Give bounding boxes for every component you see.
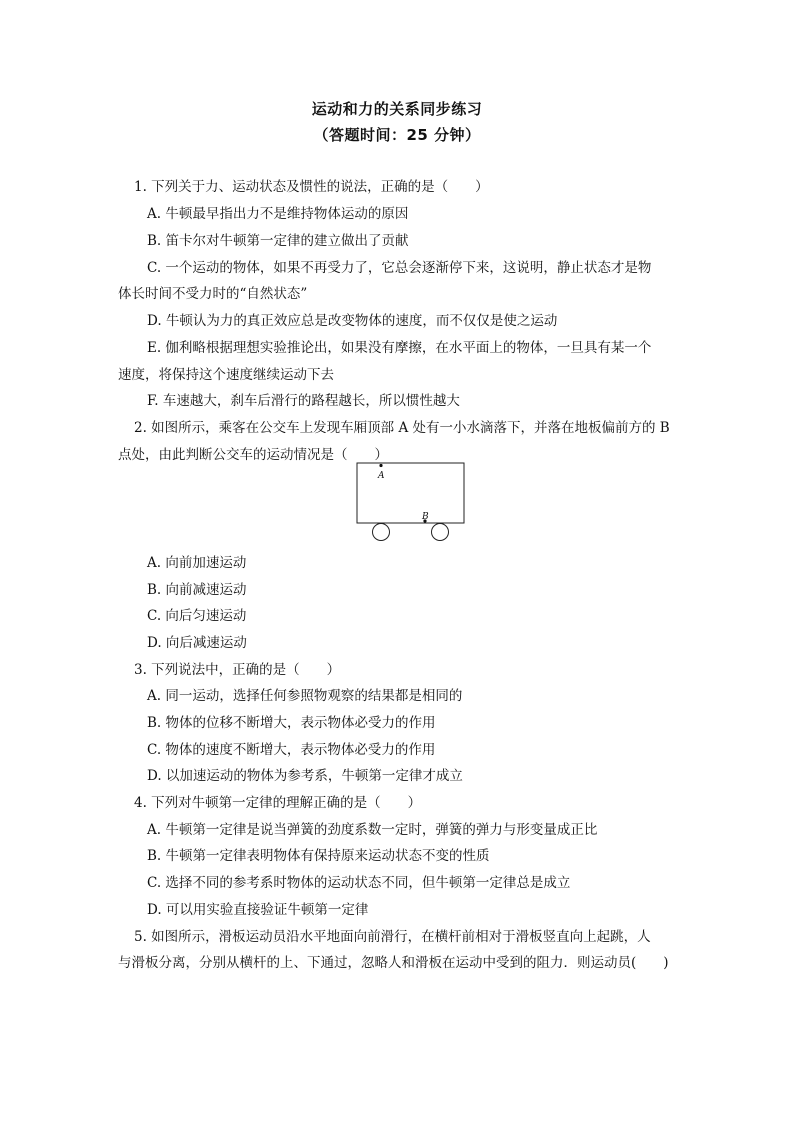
- point-a-label: A: [378, 471, 385, 481]
- question-3-option-c: C. 物体的速度不断增大，表示物体必受力的作用: [147, 742, 436, 758]
- question-3-option-a: A. 同一运动，选择任何参照物观察的结果都是相同的: [147, 688, 463, 704]
- question-4-option-a: A. 牛顿第一定律是说当弹簧的劲度系数一定时，弹簧的弹力与形变量成正比: [147, 822, 598, 838]
- question-4-stem: 4. 下列对牛顿第一定律的理解正确的是（ ）: [134, 795, 422, 811]
- question-4-option-c: C. 选择不同的参考系时物体的运动状态不同，但牛顿第一定律总是成立: [147, 875, 571, 891]
- page-subtitle: （答题时间：25 分钟）: [313, 126, 481, 144]
- question-1-option-e: E. 伽利略根据理想实验推论出，如果没有摩擦，在水平面上的物体，一旦具有某一个: [147, 340, 652, 356]
- question-1-option-a: A. 牛顿最早指出力不是维持物体运动的原因: [147, 206, 409, 222]
- question-1-option-d: D. 牛顿认为力的真正效应总是改变物体的速度，而不仅仅是使之运动: [147, 313, 558, 329]
- question-2-option-a: A. 向前加速运动: [147, 555, 247, 571]
- bus-diagram: [355, 461, 473, 545]
- question-3-option-d: D. 以加速运动的物体为参考系，牛顿第一定律才成立: [147, 768, 463, 784]
- question-2-option-d: D. 向后减速运动: [147, 635, 247, 651]
- point-b-label: B: [422, 512, 429, 522]
- question-5-stem-continued: 与滑板分离，分别从横杆的上、下通过，忽略人和滑板在运动中受到的阻力．则运动员( ): [118, 955, 669, 971]
- question-1-option-f: F. 车速越大，刹车后滑行的路程越长，所以惯性越大: [147, 393, 460, 409]
- bus-wheel-front: [432, 524, 449, 541]
- question-1-option-c-continued: 体长时间不受力时的“自然状态”: [118, 286, 308, 302]
- question-2-option-b: B. 向前减速运动: [147, 582, 247, 598]
- question-2-stem-continued: 点处，由此判断公交车的运动情况是（ ）: [118, 447, 388, 463]
- page-title: 运动和力的关系同步练习: [311, 100, 483, 118]
- question-1-option-c: C. 一个运动的物体，如果不再受力了，它总会逐渐停下来，这说明，静止状态才是物: [147, 260, 652, 276]
- question-1-option-e-continued: 速度，将保持这个速度继续运动下去: [118, 367, 334, 383]
- question-2-option-c: C. 向后匀速运动: [147, 608, 247, 624]
- question-1-option-b: B. 笛卡尔对牛顿第一定律的建立做出了贡献: [147, 233, 409, 249]
- question-4-option-b: B. 牛顿第一定律表明物体有保持原来运动状态不变的性质: [147, 848, 490, 864]
- question-2-stem: 2. 如图所示，乘客在公交车上发现车厢顶部 A 处有一小水滴落下，并落在地板偏前方的 B: [134, 420, 670, 436]
- question-4-option-d: D. 可以用实验直接验证牛顿第一定律: [147, 902, 369, 918]
- question-5-stem: 5. 如图所示，滑板运动员沿水平地面向前滑行，在横杆前相对于滑板竖直向上起跳，人: [134, 929, 651, 945]
- question-3-option-b: B. 物体的位移不断增大，表示物体必受力的作用: [147, 715, 436, 731]
- bus-wheel-rear: [373, 524, 390, 541]
- question-3-stem: 3. 下列说法中，正确的是（ ）: [134, 662, 341, 678]
- question-1-stem: 1. 下列关于力、运动状态及惯性的说法，正确的是（ ）: [134, 179, 489, 195]
- bus-body: [357, 463, 464, 523]
- point-a-dot: [379, 464, 382, 467]
